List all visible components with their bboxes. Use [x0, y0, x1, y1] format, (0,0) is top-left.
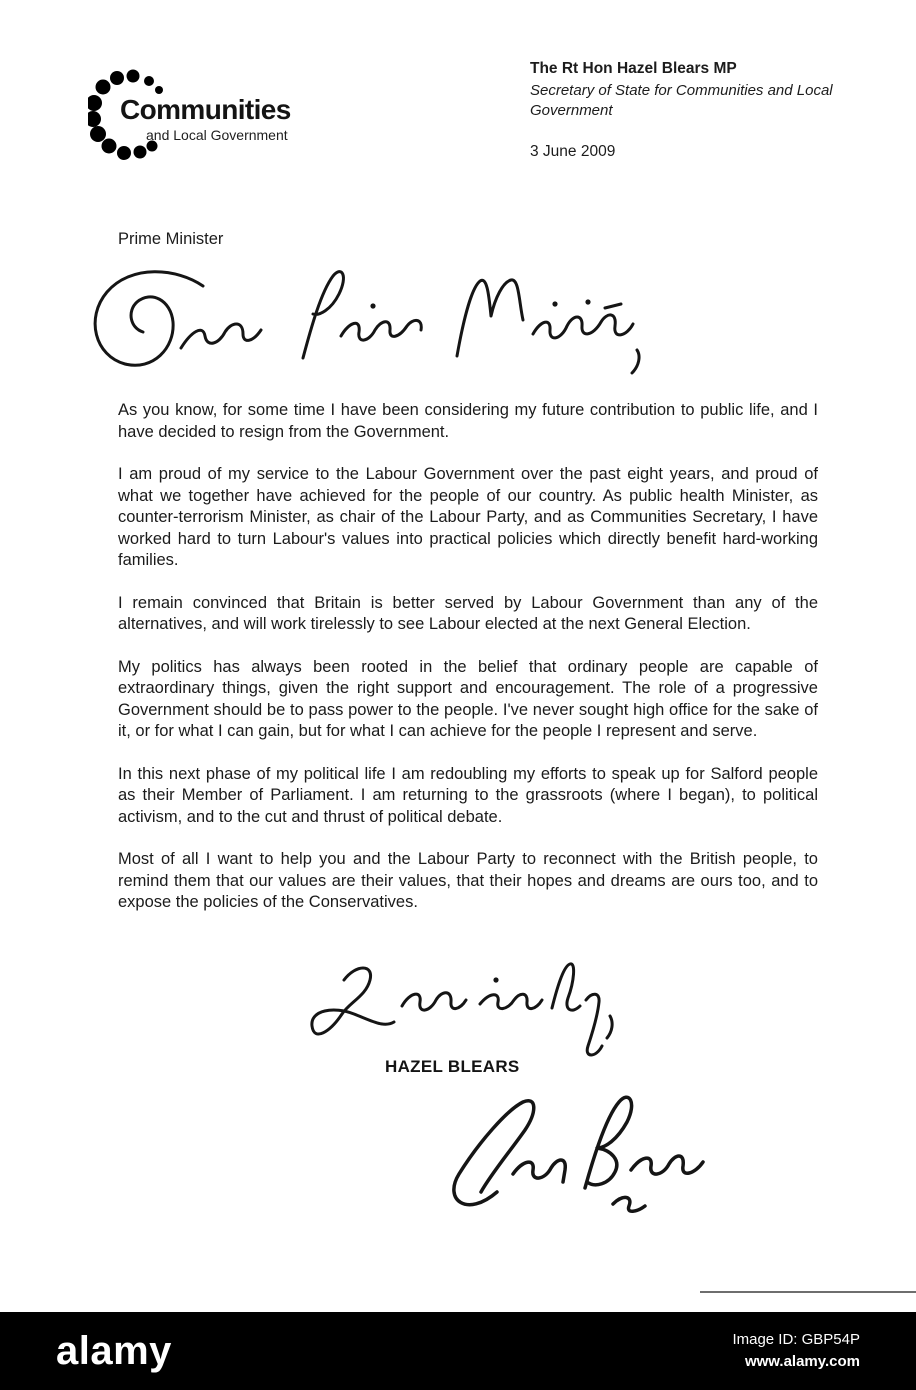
logo-title: Communities [120, 94, 291, 125]
scan-artifact-line [700, 1291, 916, 1293]
paragraph-6: Most of all I want to help you and the Labour Party to reconnect with the British people, to remind them that our values are their values, that their hopes and dreams are ours too, and to expose the policies of the Conservatives. [118, 850, 818, 911]
handwritten-salutation [85, 256, 645, 396]
paragraph-4: My politics has always been rooted in the belief that ordinary people are capable of extraordinary things, given the right support and encouragement. The role of a progressive Government should be to pass power to the people. I've never sought high office for the sake of it, or for what I can gain, but for what I can achieve for the people I represent and serve. [118, 657, 818, 740]
letter-body [118, 400, 818, 935]
handwritten-closing [300, 950, 630, 1073]
sender-name: The Rt Hon Hazel Blears MP [530, 60, 737, 77]
paragraph-2: I am proud of my service to the Labour Government over the past eight years, and proud of what we together have achieved for the people of our country. As public health Minister, as counter-terrorism Minister, as chair of the Labour Party, and as Communities Secretary, I have worked hard to turn Labour's values into practical policies which directly benefit hard-working families. [118, 465, 818, 569]
alamy-url: www.alamy.com [744, 1353, 860, 1370]
paragraph-3: I remain convinced that Britain is better served by Labour Government than any of the alternatives, and will work tirelessly to see Labour elected at the next General Election. [118, 593, 818, 633]
recipient-line: Prime Minister [118, 230, 224, 248]
sender-block [530, 60, 862, 161]
paragraph-5: In this next phase of my political life I am redoubling my efforts to speak up for Salford people as their Member of Parliament. I am returning to the grassroots (where I began), to political activism, and to the cut and thrust of political debate. [118, 764, 818, 826]
signature [415, 1076, 715, 1226]
alamy-logo: alamy [56, 1328, 172, 1373]
letter-date: 3 June 2009 [530, 143, 616, 160]
communities-logo [88, 64, 348, 168]
sender-title: Secretary of State for Communities and Local Government [530, 82, 833, 119]
image-id: Image ID: GBP54P [732, 1331, 860, 1348]
logo-subtitle: and Local Government [146, 127, 288, 143]
watermark-info [732, 1329, 860, 1373]
paragraph-1: As you know, for some time I have been considering my future contribution to public life, and I have decided to resign from the Government. [118, 401, 818, 441]
watermark-bar [0, 1312, 916, 1390]
signatory-name: HAZEL BLEARS [385, 1057, 520, 1076]
